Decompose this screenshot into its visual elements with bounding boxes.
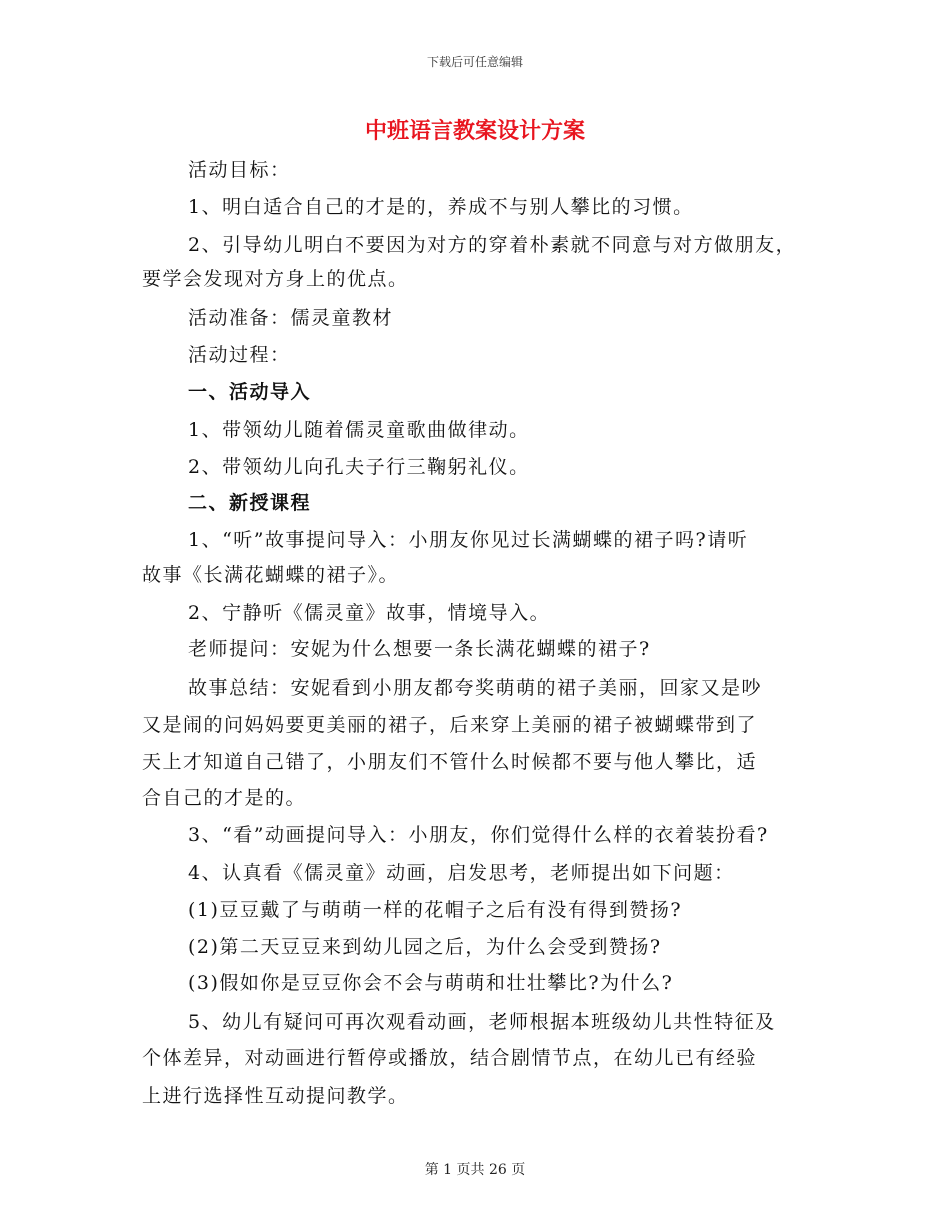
body-line: 合自己的才是的。 xyxy=(142,787,307,809)
body-line: 3、“看”动画提问导入：小朋友，你们觉得什么样的衣着装扮看? xyxy=(188,824,769,846)
body-line: 个体差异，对动画进行暂停或播放，结合剧情节点，在幼儿已有经验 xyxy=(142,1047,758,1069)
body-line: 5、幼儿有疑问可再次观看动画，老师根据本班级幼儿共性特征及 xyxy=(188,1011,776,1033)
body-line: 2、宁静听《儒灵童》故事，情境导入。 xyxy=(188,602,551,624)
body-line: 活动目标： xyxy=(188,159,291,181)
body-line: 要学会发现对方身上的优点。 xyxy=(142,268,409,290)
body-line: 1、带领幼儿随着儒灵童歌曲做律动。 xyxy=(188,419,530,441)
section-heading: 一、活动导入 xyxy=(188,381,312,403)
body-line: 活动过程： xyxy=(188,344,291,366)
body-line: (3)假如你是豆豆你会不会与萌萌和壮壮攀比?为什么? xyxy=(188,972,674,994)
body-line: 又是闹的问妈妈要更美丽的裙子，后来穿上美丽的裙子被蝴蝶带到了 xyxy=(142,714,758,736)
document-title: 中班语言教案设计方案 xyxy=(364,118,585,144)
page-header: 下载后可任意编辑 xyxy=(426,55,523,69)
body-line: 故事《长满花蝴蝶的裙子》。 xyxy=(142,564,400,586)
body-line: 天上才知道自己错了，小朋友们不管什么时候都不要与他人攀比，适 xyxy=(142,751,758,773)
body-line: 1、明白适合自己的才是的，养成不与别人攀比的习惯。 xyxy=(188,196,694,218)
section-heading: 二、新授课程 xyxy=(188,492,312,514)
body-line: 1、“听”故事提问导入：小朋友你见过长满蝴蝶的裙子吗?请听 xyxy=(188,529,749,551)
body-line: 老师提问：安妮为什么想要一条长满花蝴蝶的裙子? xyxy=(188,638,651,660)
body-line: 故事总结：安妮看到小朋友都夸奖萌萌的裙子美丽，回家又是吵 xyxy=(188,677,763,699)
body-line: 2、引导幼儿明白不要因为对方的穿着朴素就不同意与对方做朋友， xyxy=(188,234,797,256)
body-line: 2、带领幼儿向孔夫子行三鞠躬礼仪。 xyxy=(188,456,530,478)
body-line: 活动准备：儒灵童教材 xyxy=(188,307,394,329)
body-line: 4、认真看《儒灵童》动画，启发思考，老师提出如下问题： xyxy=(188,862,735,884)
body-line: (1)豆豆戴了与萌萌一样的花帽子之后有没有得到赞扬? xyxy=(188,899,683,921)
page-footer: 第 1 页共 26 页 xyxy=(424,1162,526,1178)
body-line: (2)第二天豆豆来到幼儿园之后，为什么会受到赞扬? xyxy=(188,936,662,958)
body-line: 上进行选择性互动提问教学。 xyxy=(142,1085,409,1107)
